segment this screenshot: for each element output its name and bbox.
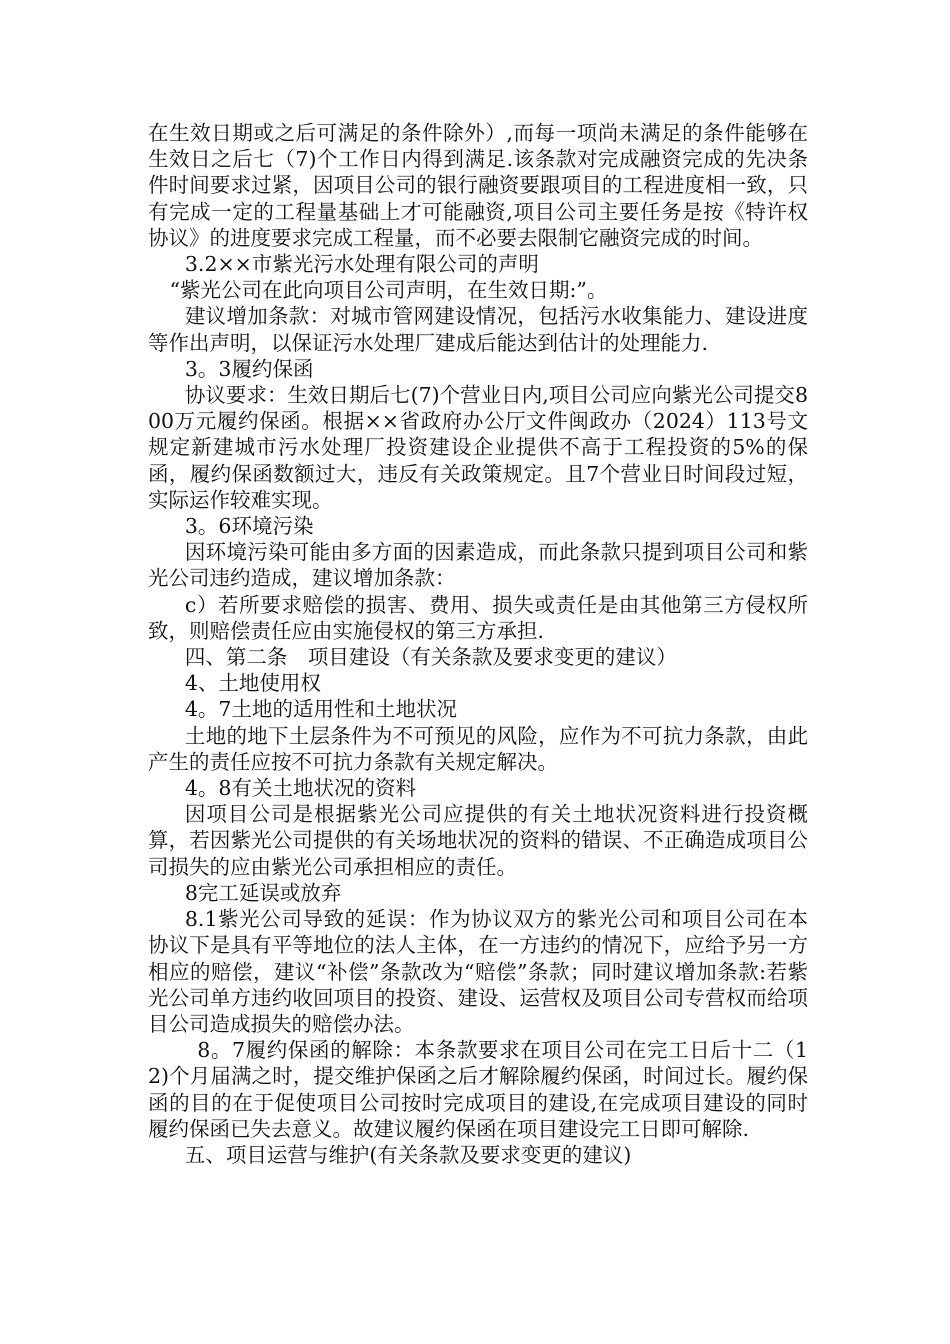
heading-3-6-pollution: 3。6环境污染 [184,514,314,539]
heading-4-7-land-suitability: 4。7土地的适用性和土地状况 [184,697,457,722]
heading-8-completion-delay: 8完工延误或放弃 [184,880,342,905]
paragraph-condition-time: 在生效日期或之后可满足的条件除外）,而每一项尚未满足的条件能够在生效日之后七（7)个工作日内得到满足.该条款对完成融资完成的先决条件时间要求过紧，因项目公司的银行融资要跟项目的工程进度相一致，只有完成一定的工程量基础上才可能融资,项目公司主要任务是按《特许权协议》的进度要求完成工程量，而不必要去限制它融资完成的时间。 [148,121,808,250]
heading-4-land-use-right: 4、土地使用权 [184,671,321,696]
heading-3-2-declaration: 3.2××市紫光污水处理有限公司的声明 [184,252,539,277]
paragraph-8-7-bond-release: 8。7履约保函的解除：本条款要求在项目公司在完工日后十二（12)个月届满之时，提交维护保函之后才解除履约保函，时间过长。履约保函的目的在于促使项目公司按时完成项目的建设,在完成项目建设的同时履约保函已失去意义。故建议履约保函在项目建设完工日即可解除. [148,1038,808,1141]
paragraph-underground-risk: 土地的地下土层条件为不可预见的风险，应作为不可抗力条款，由此产生的责任应按不可抗力条款有关规定解决。 [148,723,808,774]
document-body [148,120,808,1168]
heading-4-8-land-information: 4。8有关土地状况的资料 [184,776,416,801]
heading-article-2-construction: 四、第二条 项目建设（有关条款及要求变更的建议） [184,645,677,670]
paragraph-add-clause-network: 建议增加条款：对城市管网建设情况，包括污水收集能力、建设进度等作出声明，以保证污水处理厂建成后能达到估计的处理能力. [148,304,808,355]
paragraph-quoted-declaration: “紫光公司在此向项目公司声明，在生效日期:”。 [169,278,608,303]
paragraph-agreement-requirement: 协议要求：生效日期后七(7)个营业日内,项目公司应向紫光公司提交800万元履约保函。根据××省政府办公厅文件闽政办（2024）113号文规定新建城市污水处理厂投资建设企业提供不高于工程投资的5%的保函，履约保函数额过大，违反有关政策规定。且7个营业日时间段过短，实际运作较难实现。 [148,383,808,512]
paragraph-8-1-delay: 8.1紫光公司导致的延误：作为协议双方的紫光公司和项目公司在本协议下是具有平等地位的法人主体，在一方违约的情况下，应给予另一方相应的赔偿，建议“补偿”条款改为“赔偿”条款；同时建议增加条款:若紫光公司单方违约收回项目的投资、建设、运营权及项目公司专营权而给项目公司造成损失的赔偿办法。 [148,907,808,1036]
paragraph-pollution-causes: 因环境污染可能由多方面的因素造成，而此条款只提到项目公司和紫光公司违约造成，建议增加条款： [148,540,808,591]
paragraph-third-party-liability: c）若所要求赔偿的损害、费用、损失或责任是由其他第三方侵权所致，则赔偿责任应由实施侵权的第三方承担. [148,592,808,643]
heading-operation-maintenance: 五、项目运营与维护(有关条款及要求变更的建议) [184,1142,632,1167]
heading-3-3-performance-bond: 3。3履约保函 [184,356,314,381]
paragraph-land-information-liability: 因项目公司是根据紫光公司应提供的有关土地状况资料进行投资概算，若因紫光公司提供的有关场地状况的资料的错误、不正确造成项目公司损失的应由紫光公司承担相应的责任。 [148,802,808,879]
